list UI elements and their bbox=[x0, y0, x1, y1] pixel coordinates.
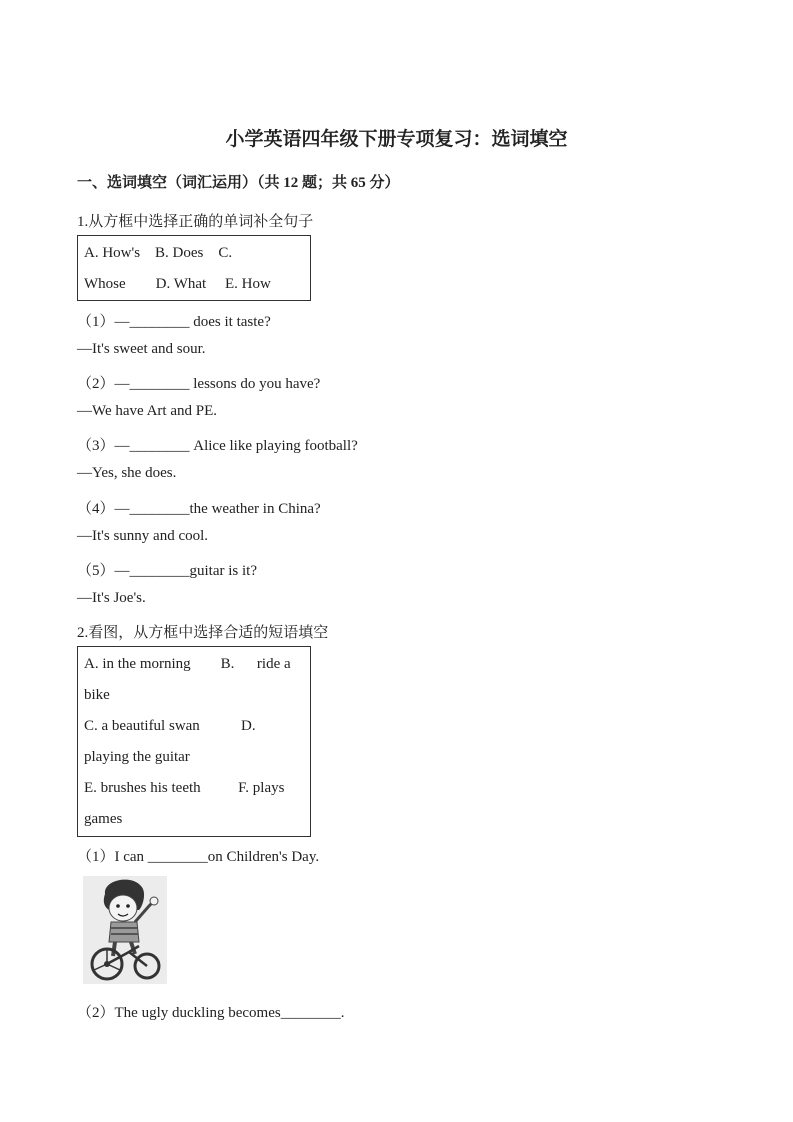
q2-phrase-box bbox=[77, 646, 311, 837]
q2-item: （2）The ugly duckling becomes________. bbox=[77, 1005, 345, 1021]
q2-box-line: C. a beautiful swan D. bbox=[84, 718, 256, 734]
q2-box-line: playing the guitar bbox=[84, 749, 190, 765]
page-title: 小学英语四年级下册专项复习：选词填空 bbox=[225, 129, 568, 150]
q2-box-line: A. in the morning B. ride a bbox=[84, 656, 291, 672]
q2-item: （1）I can ________on Children's Day. bbox=[77, 849, 320, 865]
q1-box-line: Whose D. What E. How bbox=[84, 276, 271, 292]
q2-box-line: E. brushes his teeth F. plays bbox=[84, 780, 285, 796]
q1-word-box bbox=[77, 235, 311, 301]
q1-item: （3）—________ Alice like playing football? bbox=[77, 438, 358, 454]
q2-box-line: bike bbox=[84, 687, 110, 703]
boy-riding-bike-illustration bbox=[83, 876, 167, 984]
q2-box-line: games bbox=[84, 811, 123, 827]
q1-box-line: A. How's B. Does C. bbox=[84, 245, 233, 261]
q1-item: （4）—________the weather in China? bbox=[77, 501, 321, 517]
q1-item: （2）—________ lessons do you have? bbox=[77, 376, 321, 392]
q1-answer: —It's sunny and cool. bbox=[77, 528, 209, 544]
q1-answer: —Yes, she does. bbox=[77, 465, 177, 481]
q1-answer: —We have Art and PE. bbox=[77, 403, 218, 419]
q1-item: （1）—________ does it taste? bbox=[77, 314, 271, 330]
section-heading: 一、选词填空（词汇运用）（共 12 题；共 65 分） bbox=[77, 175, 400, 191]
q2-prompt: 2.看图，从方框中选择合适的短语填空 bbox=[77, 625, 329, 641]
q1-answer: —It's Joe's. bbox=[77, 590, 146, 606]
q1-item: （5）—________guitar is it? bbox=[77, 563, 257, 579]
q1-answer: —It's sweet and sour. bbox=[77, 341, 206, 357]
q1-prompt: 1.从方框中选择正确的单词补全句子 bbox=[77, 214, 314, 230]
boy-bike-drawing bbox=[83, 876, 167, 984]
